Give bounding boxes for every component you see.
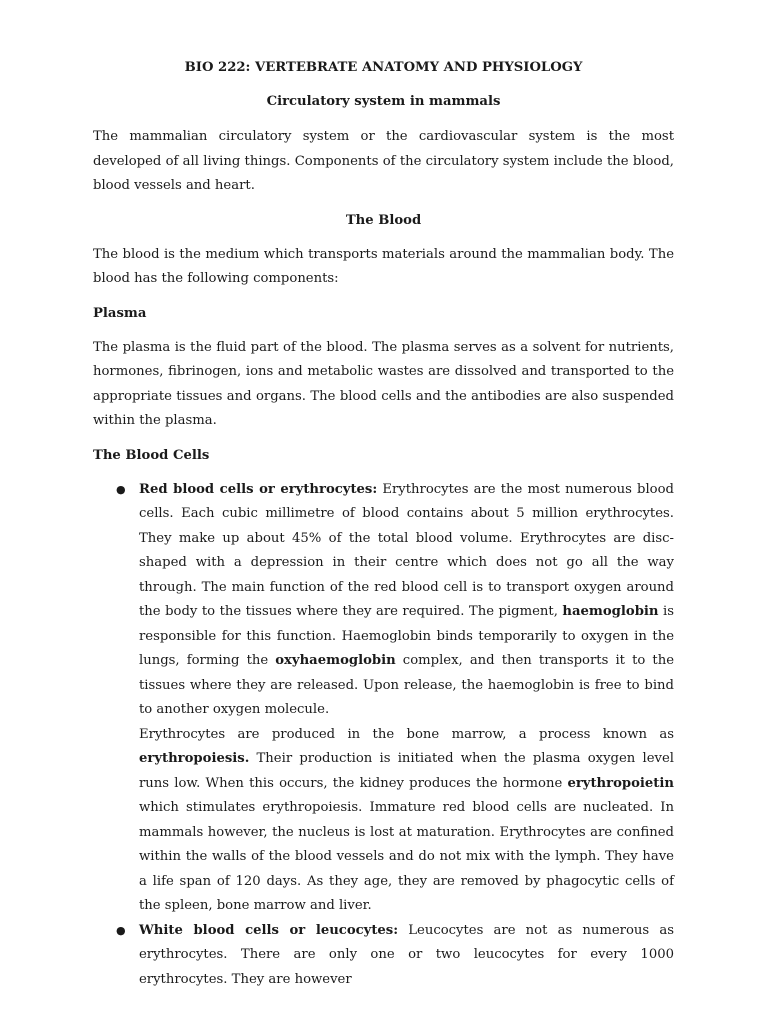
erythropoietin-term: erythropoietin [567,775,674,791]
list-item-white-blood-cells [116,919,674,993]
blood-heading: The Blood [345,212,422,228]
erythropoiesis-term: erythropoiesis. [139,751,250,766]
course-title: BIO 222: VERTEBRATE ANATOMY AND PHYSIOLOGY [184,60,583,75]
rbc-text-2c: which stimulates erythropoiesis. Immature red blood cells are nucleated. In mammals however, the nucleus is lost at maturation. Erythrocytes are confined within the walls of the blood vessels and do not mix with the lymph. They have a life span of 120 days. As they age, they are removed by phagocytic cells of the spleen, bone marrow and liver. [139,800,674,913]
plasma-heading: Plasma [93,305,147,321]
rbc-text-2b: Their production is initiated when the plasma oxygen level runs low. When this occurs, the kidney produces the hormone [139,751,674,791]
document-page [93,57,674,992]
bullet-icon: ● [116,482,126,496]
intro-paragraph: The mammalian circulatory system or the cardiovascular system is the most developed of all living things. Components of the circulatory system include the blood, blood vessels and heart. [93,129,674,193]
rbc-paragraph-1 [139,478,674,723]
wbc-text: Leucocytes are not as numerous as erythrocytes. There are only one or two leucocytes for every 1000 erythrocytes. They are however [139,922,674,987]
rbc-text-1b: is responsible for this function. Haemoglobin binds temporarily to oxygen in the lungs, forming the [139,604,674,668]
rbc-text-1a: Erythrocytes are the most numerous blood cells. Each cubic millimetre of blood contains about 5 million erythrocytes. They make up about 45% of the total blood volume. Erythrocytes are disc-shaped with a depression in their centre which does not go all the way through. The main function of the red blood cell is to transport oxygen around the body to the tissues where they are required. The pigment, [139,481,674,619]
rbc-text-1c: complex, and then transports it to the tissues where they are released. Upon release, the haemoglobin is free to bind to another oxygen molecule. [139,653,674,717]
blood-cells-list [93,478,674,993]
haemoglobin-term: haemoglobin [562,604,659,619]
bullet-icon: ● [116,923,126,937]
plasma-paragraph: The plasma is the fluid part of the blood. The plasma serves as a solvent for nutrients, hormones, fibrinogen, ions and metabolic wastes are dissolved and transported to the appropriate tissues and organs. The blood cells and the antibodies are also suspended within the plasma. [93,339,674,428]
rbc-text-2a: Erythrocytes are produced in the bone marrow, a process known as [139,726,674,742]
blood-intro-paragraph: The blood is the medium which transports materials around the mammalian body. The blood has the following components: [93,246,674,286]
oxyhaemoglobin-term: oxyhaemoglobin [275,653,396,668]
list-item-red-blood-cells [116,478,674,919]
wbc-paragraph [139,919,674,993]
rbc-term: Red blood cells or erythrocytes: [139,481,378,497]
rbc-paragraph-2 [139,723,674,919]
wbc-term: White blood cells or leucocytes: [139,922,399,938]
section-subtitle: Circulatory system in mammals [266,94,501,109]
blood-cells-heading: The Blood Cells [93,447,210,463]
